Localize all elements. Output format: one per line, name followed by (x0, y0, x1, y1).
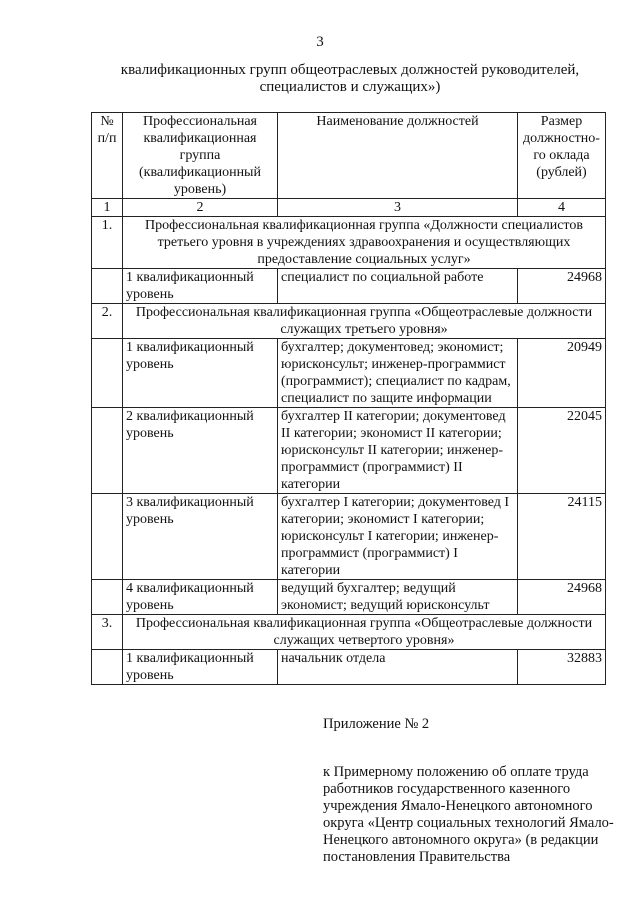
salary-cell: 24968 (518, 269, 606, 304)
empty-cell (92, 650, 123, 685)
empty-cell (92, 580, 123, 615)
header-num: № п/п (92, 113, 123, 199)
group-number: 2. (92, 304, 123, 339)
column-numbers-row (92, 199, 606, 217)
level-cell: 1 квалификационный уровень (123, 650, 278, 685)
table-row (92, 580, 606, 615)
table-heading: квалификационных групп общеотраслевых должностей руководителей, специалистов и служащих») (120, 62, 580, 95)
group-number: 3. (92, 615, 123, 650)
group-title: Профессиональная квалификационная группа «Общеотраслевые должности служащих четвертого уровня» (123, 615, 606, 650)
positions-cell: ведущий бухгалтер; ведущий экономист; ведущий юрисконсульт (278, 580, 518, 615)
group-row (92, 615, 606, 650)
header-positions: Наименование должностей (278, 113, 518, 199)
empty-cell (92, 339, 123, 408)
table-row (92, 339, 606, 408)
salary-table (91, 112, 606, 685)
level-cell: 1 квалификационный уровень (123, 339, 278, 408)
page-number: 3 (316, 34, 324, 50)
header-salary: Размер должностно-го оклада (рублей) (518, 113, 606, 199)
appendix-title: Приложение № 2 (323, 716, 430, 732)
salary-cell: 32883 (518, 650, 606, 685)
col-number: 2 (123, 199, 278, 217)
level-cell: 1 квалификационный уровень (123, 269, 278, 304)
positions-cell: специалист по социальной работе (278, 269, 518, 304)
salary-cell: 24115 (518, 494, 606, 580)
empty-cell (92, 269, 123, 304)
salary-cell: 22045 (518, 408, 606, 494)
col-number: 3 (278, 199, 518, 217)
empty-cell (92, 408, 123, 494)
group-title: Профессиональная квалификационная группа «Должности специалистов третьего уровня в учреждениях здравоохранения и осуществляющих предоставление социальных услуг» (123, 217, 606, 269)
positions-cell: начальник отдела (278, 650, 518, 685)
table-row (92, 408, 606, 494)
table-row (92, 650, 606, 685)
header-row (92, 113, 606, 199)
level-cell: 3 квалификационный уровень (123, 494, 278, 580)
appendix-body: к Примерному положению об оплате труда работников государственного казенного учреждения Ямало-Ненецкого автономного округа «Центр социальных технологий Ямало-Ненецкого автономного округа» (в редакции постановления Правительства (323, 764, 614, 865)
level-cell: 2 квалификационный уровень (123, 408, 278, 494)
positions-cell: бухгалтер I категории; документовед I категории; экономист I категории; юрисконсульт I категории; инженер-программист (программист) I категории (278, 494, 518, 580)
empty-cell (92, 494, 123, 580)
group-title: Профессиональная квалификационная группа «Общеотраслевые должности служащих третьего уровня» (123, 304, 606, 339)
group-number: 1. (92, 217, 123, 269)
col-number: 4 (518, 199, 606, 217)
col-number: 1 (92, 199, 123, 217)
group-row (92, 217, 606, 269)
salary-cell: 24968 (518, 580, 606, 615)
table-row (92, 494, 606, 580)
level-cell: 4 квалификационный уровень (123, 580, 278, 615)
salary-cell: 20949 (518, 339, 606, 408)
group-row (92, 304, 606, 339)
positions-cell: бухгалтер; документовед; экономист; юрисконсульт; инженер-программист (программист); специалист по кадрам, специалист по защите информации (278, 339, 518, 408)
table-row (92, 269, 606, 304)
positions-cell: бухгалтер II категории; документовед II категории; экономист II категории; юрисконсульт II категории; инженер-программист (программист) II категории (278, 408, 518, 494)
header-group: Профессиональная квалификационная группа (квалификационный уровень) (123, 113, 278, 199)
